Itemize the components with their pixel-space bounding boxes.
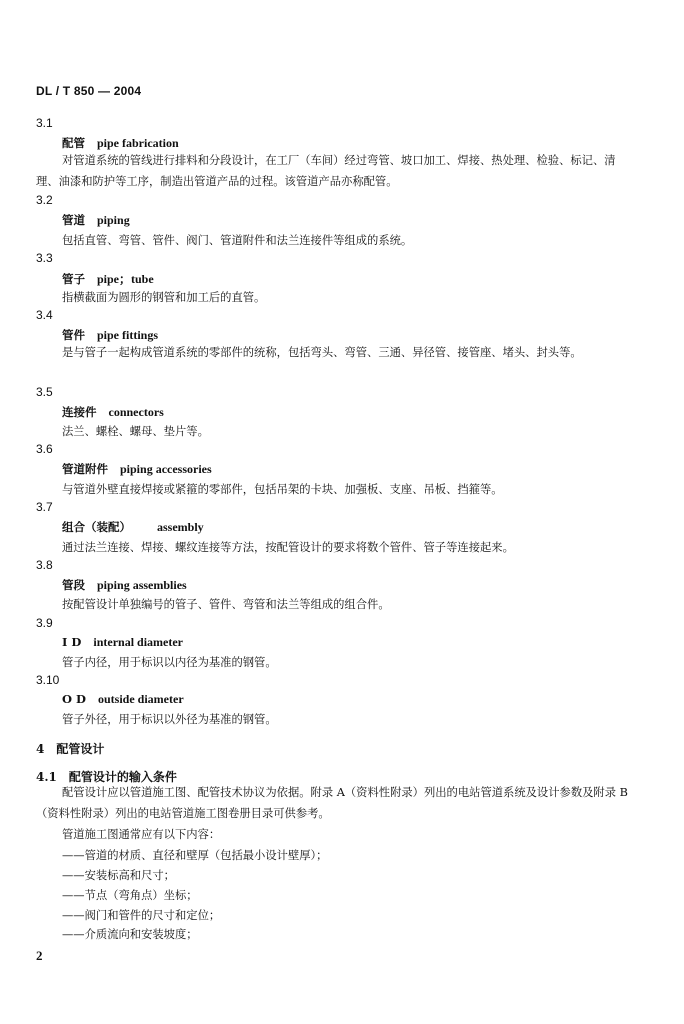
section-number: 4 bbox=[36, 742, 45, 756]
term-definition: 与管道外壁直接焊接或紧箍的零部件，包括吊架的卡块、加强板、支座、吊板、挡箍等。 bbox=[62, 483, 503, 496]
term-definition: 对管道系统的管线进行排料和分段设计，在工厂（车间）经过弯管、坡口加工、焊接、热处理、检验、标记、清理、油漆和防护等工序，制造出管道产品的过程。该管道产品亦称配管。 bbox=[36, 154, 616, 188]
page-number: 2 bbox=[36, 948, 43, 963]
term-definition: 通过法兰连接、焊接、螺纹连接等方法，按配管设计的要求将数个管件、管子等连接起来。 bbox=[62, 541, 514, 554]
clause-number: 3.7 bbox=[36, 500, 53, 514]
term-definition: 指横截面为圆形的钢管和加工后的直管。 bbox=[62, 291, 266, 304]
term-chinese: 管道 bbox=[62, 213, 85, 227]
clause-number: 3.4 bbox=[36, 308, 53, 322]
term-definition: 管子外径，用于标识以外径为基准的钢管。 bbox=[62, 713, 277, 726]
term-chinese: 配管 bbox=[62, 136, 85, 150]
term-heading bbox=[62, 692, 184, 707]
document-code-header: DL / T 850 — 2004 bbox=[36, 84, 142, 98]
term-chinese: 管道附件 bbox=[62, 462, 108, 476]
term-english: pipe fabrication bbox=[97, 136, 179, 150]
term-chinese: I D bbox=[62, 635, 82, 649]
paragraph: 管道施工图通常应有以下内容： bbox=[62, 828, 221, 841]
term-english: pipe fittings bbox=[97, 328, 159, 342]
term-chinese: 管段 bbox=[62, 578, 85, 592]
term-definition: 包括直管、弯管、管件、阀门、管道附件和法兰连接件等组成的系统。 bbox=[62, 234, 413, 247]
list-item: ——介质流向和安装坡度； bbox=[62, 928, 198, 941]
term-definition: 法兰、螺栓、螺母、垫片等。 bbox=[62, 425, 209, 438]
term-heading bbox=[62, 577, 187, 593]
term-heading bbox=[62, 135, 179, 151]
clause-number: 3.9 bbox=[36, 616, 53, 630]
clause-number: 3.8 bbox=[36, 558, 53, 572]
subsection-number: 4.1 bbox=[36, 770, 57, 784]
section-title: 配管设计 bbox=[56, 742, 105, 756]
term-english: piping accessories bbox=[120, 462, 212, 476]
term-english: connectors bbox=[108, 405, 164, 419]
section-heading bbox=[36, 740, 104, 757]
term-heading bbox=[62, 270, 154, 287]
term-definition: 按配管设计单独编号的管子、管件、弯管和法兰等组成的组合件。 bbox=[62, 598, 390, 611]
list-item: ——安装标高和尺寸； bbox=[62, 869, 175, 882]
term-english: pipe；tube bbox=[97, 272, 154, 286]
clause-number: 3.3 bbox=[36, 251, 53, 265]
term-definition: 管子内径，用于标识以内径为基准的钢管。 bbox=[62, 656, 277, 669]
term-chinese: 管子 bbox=[62, 272, 85, 286]
term-chinese: 管件 bbox=[62, 328, 85, 342]
term-english: piping assemblies bbox=[97, 578, 187, 592]
term-english: assembly bbox=[157, 520, 204, 534]
term-english: outside diameter bbox=[98, 692, 184, 706]
term-heading bbox=[62, 635, 183, 650]
subsection-title: 配管设计的输入条件 bbox=[68, 770, 177, 784]
clause-number: 3.5 bbox=[36, 385, 53, 399]
term-heading bbox=[62, 327, 158, 343]
term-heading bbox=[62, 519, 204, 535]
term-chinese: O D bbox=[62, 692, 86, 706]
clause-number: 3.2 bbox=[36, 193, 53, 207]
term-definition: 是与管子一起构成管道系统的零部件的统称，包括弯头、弯管、三通、异径管、接管座、堵头、封头等。 bbox=[62, 346, 582, 359]
clause-number: 3.1 bbox=[36, 116, 53, 130]
list-item: ——管道的材质、直径和壁厚（包括最小设计壁厚）； bbox=[62, 849, 328, 862]
paragraph: 配管设计应以管道施工图、配管技术协议为依据。附录 A（资料性附录）列出的电站管道系统及设计参数及附录 B（资料性附录）列出的电站管道施工图卷册目录可供参考。 bbox=[36, 786, 628, 820]
term-chinese: 组合（装配） bbox=[62, 520, 131, 534]
term-english: internal diameter bbox=[93, 635, 184, 649]
list-item: ——节点（弯角点）坐标； bbox=[62, 889, 198, 902]
term-heading bbox=[62, 404, 164, 420]
term-heading bbox=[62, 461, 212, 477]
clause-number: 3.10 bbox=[36, 673, 60, 687]
term-chinese: 连接件 bbox=[62, 405, 97, 419]
list-item: ——阀门和管件的尺寸和定位； bbox=[62, 909, 221, 922]
term-english: piping bbox=[97, 213, 130, 227]
clause-number: 3.6 bbox=[36, 442, 53, 456]
term-heading bbox=[62, 212, 130, 228]
